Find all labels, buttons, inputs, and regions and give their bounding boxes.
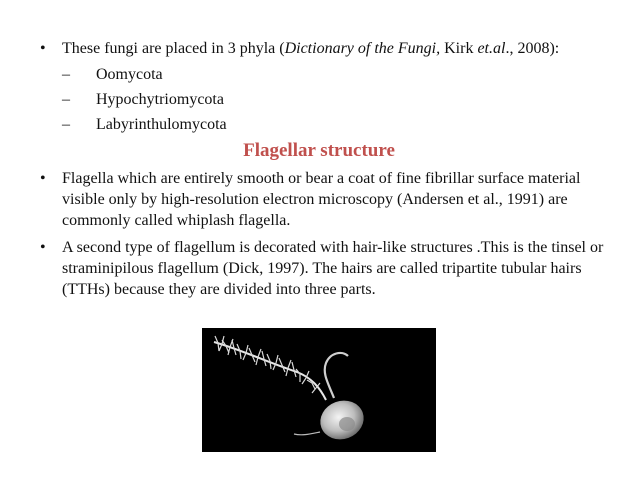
sub-item-oomycota — [62, 64, 163, 85]
section-heading: Flagellar structure — [243, 140, 395, 161]
sub-item-hypochytriomycota — [62, 89, 224, 110]
dash: – — [62, 116, 70, 133]
flagellum-figure — [202, 328, 436, 452]
bullet-whiplash — [40, 168, 620, 231]
sub-item-labyrinthulomycota — [62, 114, 227, 135]
bullet-text: A second type of flagellum is decorated with hair-like structures .This is the tinsel or straminipilous flagellum (Dick, 1997). The hairs are called tripartite tubular hairs (TTHs) because they are divided into three parts. — [62, 239, 604, 298]
bullet-dot: • — [40, 239, 46, 256]
sub-item-label: Labyrinthulomycota — [96, 116, 227, 133]
bullet-text: Flagella which are entirely smooth or bear a coat of fine fibrillar surface material visible only by high-resolution electron microscopy (Andersen et al., 1991) are commonly called whiplash flagella. — [62, 170, 581, 229]
sub-item-label: Hypochytriomycota — [96, 91, 224, 108]
bullet-tinsel — [40, 237, 620, 300]
bullet-text: These fungi are placed in 3 phyla (Dictionary of the Fungi, Kirk et.al., 2008): — [62, 40, 560, 57]
dash: – — [62, 91, 70, 108]
bullet-dot: • — [40, 170, 46, 187]
bullet-dot: • — [40, 40, 46, 57]
zoospore-illustration — [202, 328, 436, 452]
sub-item-label: Oomycota — [96, 66, 163, 83]
bullet-phyla — [40, 38, 620, 59]
dash: – — [62, 66, 70, 83]
